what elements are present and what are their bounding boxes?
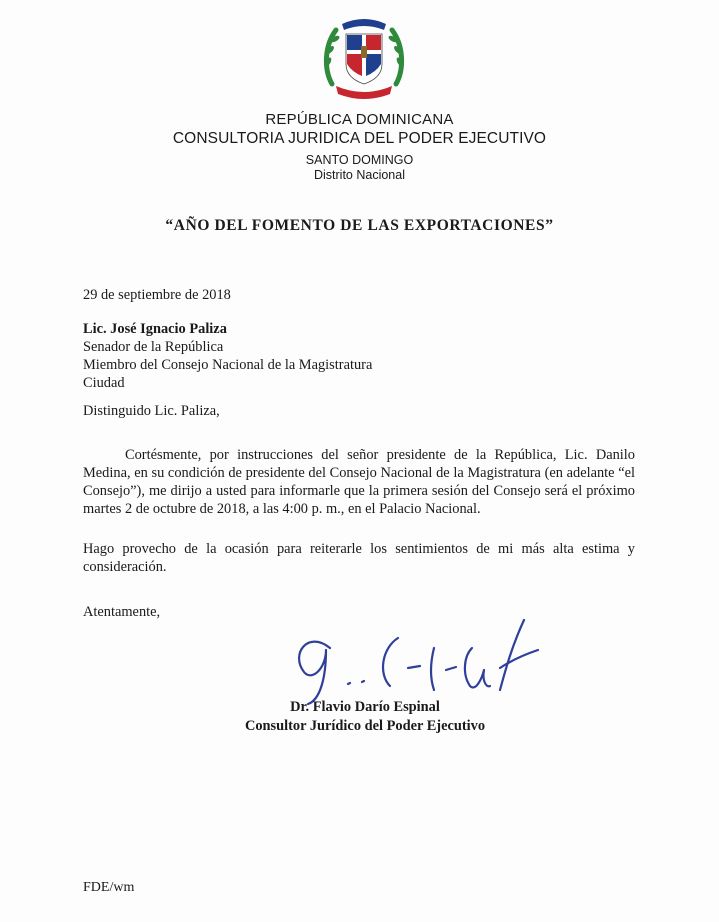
closing: Atentamente, [83,604,161,620]
year-motto: “AÑO DEL FOMENTO DE LAS EXPORTACIONES” [165,217,554,234]
letter-date: 29 de septiembre de 2018 [83,287,231,303]
letterhead-country: REPÚBLICA DOMINICANA [265,111,454,128]
recipient-affiliation: Miembro del Consejo Nacional de la Magistratura [83,357,373,373]
coat-of-arms-icon [318,12,410,104]
recipient-name: Lic. José Ignacio Paliza [83,321,227,337]
salutation: Distinguido Lic. Paliza, [83,403,220,419]
body-paragraph: Hago provecho de la ocasión para reiterarle los sentimientos de mi más alta estima y consideración. [83,541,635,575]
recipient-block [83,320,372,392]
reference-initials: FDE/wm [83,880,135,895]
recipient-city: Ciudad [83,375,125,391]
letterhead-district: Distrito Nacional [313,168,405,182]
letterhead-city: SANTO DOMINGO [305,153,414,167]
body-paragraph [83,446,635,518]
signatory-title: Consultor Jurídico del Poder Ejecutivo [244,718,486,734]
signatory-name: Dr. Flavio Darío Espinal [290,699,440,715]
recipient-position: Senador de la República [83,339,224,355]
handwritten-signature [286,608,546,708]
letterhead-office: CONSULTORIA JURIDICA DEL PODER EJECUTIVO [172,130,547,147]
paragraph-text: Cortésmente, por instrucciones del señor presidente de la República, Lic. Danilo Medina, en su condición de presidente del Consejo Nacional de la Magistratura (en adelante “el Consejo”), me dirijo a usted para informarle que la primera sesión del Consejo será el próximo martes 2 de octubre de 2018, a las 4:00 p. m., en el Palacio Nacional. [83,447,635,517]
